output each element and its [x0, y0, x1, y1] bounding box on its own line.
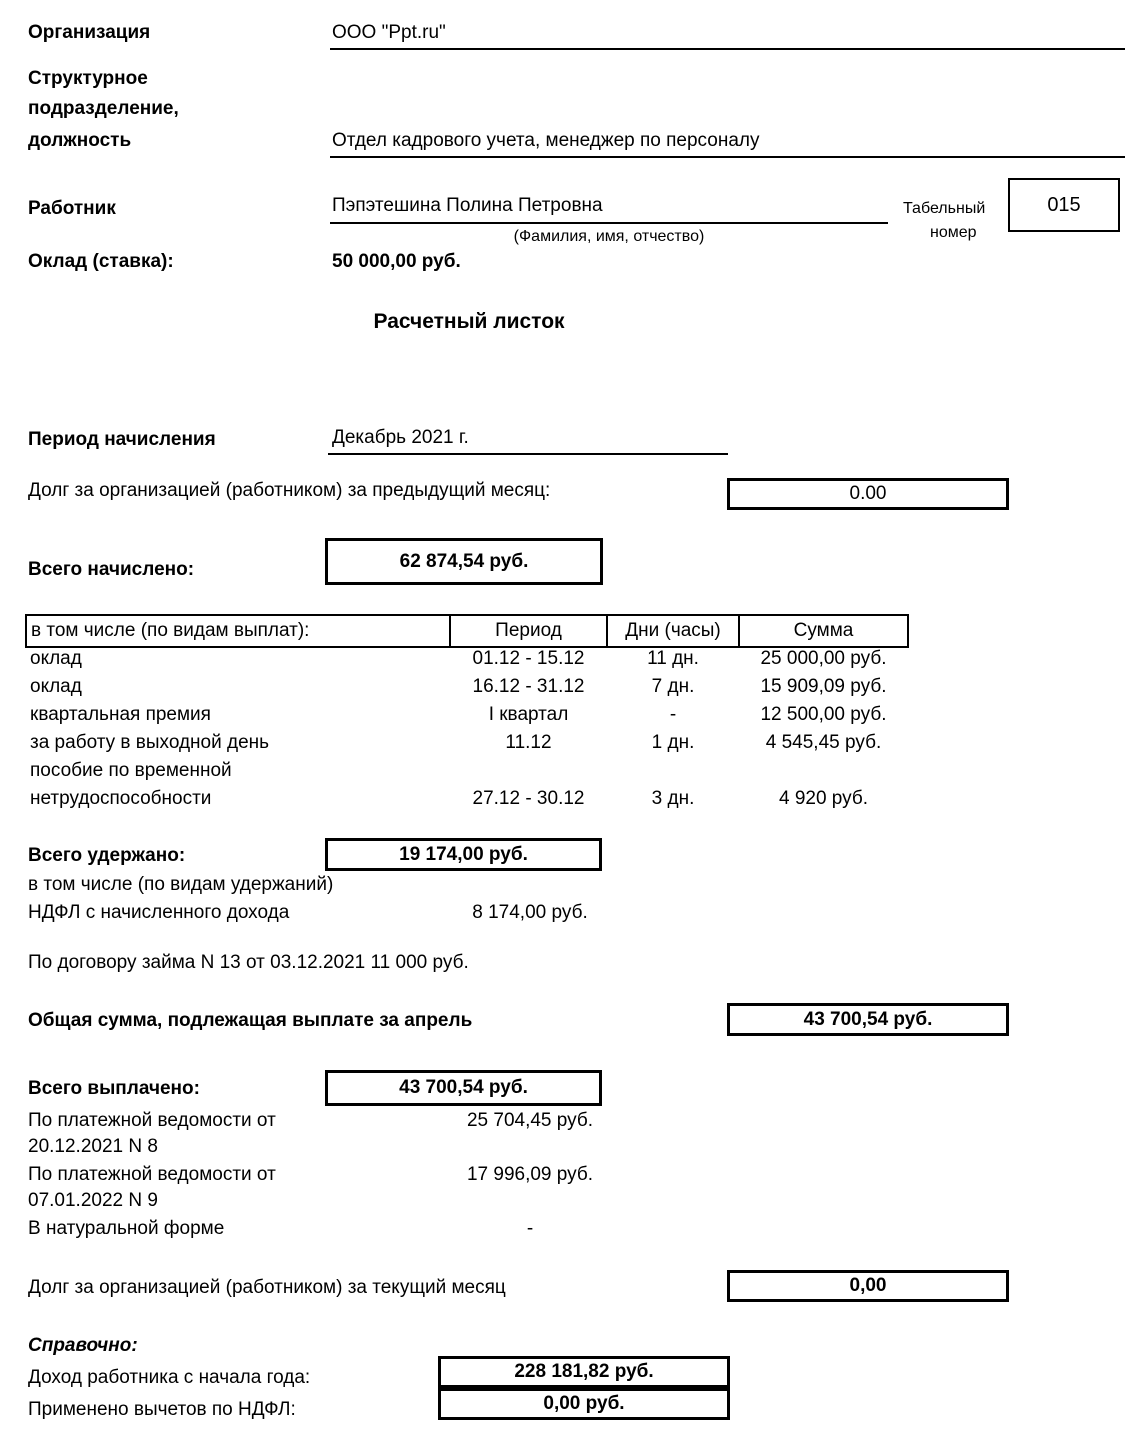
earnings-cell-days: 3 дн. — [651, 788, 695, 809]
previous-debt-value: 0.00 — [727, 478, 1009, 510]
department-label-line2: подразделение, — [28, 98, 179, 119]
salary-value: 50 000,00 руб. — [332, 251, 461, 272]
earnings-cell-days: - — [669, 704, 677, 725]
earnings-cell-name: оклад — [30, 676, 82, 697]
total-accrued-value: 62 874,54 руб. — [325, 538, 603, 585]
salary-label: Оклад (ставка): — [28, 251, 174, 272]
ytd-income-label: Доход работника с начала года: — [28, 1367, 311, 1388]
earnings-col-header-period: Период — [450, 615, 607, 647]
earnings-cell-name: за работу в выходной день — [30, 732, 270, 753]
tab-number-value: 015 — [1008, 178, 1120, 232]
earnings-cell-period — [450, 760, 607, 788]
payroll-statement-1-value: 25 704,45 руб. — [466, 1110, 594, 1131]
organization-underline — [330, 48, 1125, 50]
earnings-cell-days: 7 дн. — [651, 676, 695, 697]
ndfl-value: 8 174,00 руб. — [472, 902, 588, 923]
total-paid-value: 43 700,54 руб. — [325, 1070, 602, 1106]
table-row — [26, 788, 908, 816]
earnings-col-header-name: в том числе (по видам выплат): — [26, 615, 450, 647]
employee-underline — [330, 222, 888, 224]
earnings-cell-amount: 4 920 руб. — [778, 788, 869, 809]
loan-agreement-text: По договору займа N 13 от 03.12.2021 11 000 руб. — [28, 952, 469, 973]
earnings-cell-amount: 4 545,45 руб. — [765, 732, 882, 753]
period-underline — [328, 453, 728, 455]
total-withheld-value: 19 174,00 руб. — [325, 838, 602, 871]
employee-value: Пэпэтешина Полина Петровна — [332, 195, 603, 216]
employee-caption: (Фамилия, имя, отчество) — [513, 228, 705, 245]
earnings-cell-name: оклад — [30, 648, 82, 669]
in-kind-label: В натуральной форме — [28, 1218, 225, 1239]
earnings-col-header-days: Дни (часы) — [607, 615, 739, 647]
table-row — [26, 704, 908, 732]
period-label: Период начисления — [28, 429, 216, 450]
period-value: Декабрь 2021 г. — [332, 427, 469, 448]
department-label-line1: Структурное — [28, 68, 148, 89]
total-paid-label: Всего выплачено: — [28, 1078, 200, 1099]
payroll-statement-1-label-line2: 20.12.2021 N 8 — [28, 1136, 158, 1157]
payable-total-value: 43 700,54 руб. — [727, 1003, 1009, 1036]
payable-total-label: Общая сумма, подлежащая выплате за апрель — [28, 1010, 473, 1031]
earnings-cell-period: 27.12 - 30.12 — [472, 788, 585, 809]
payroll-statement-2-label-line2: 07.01.2022 N 9 — [28, 1190, 158, 1211]
in-kind-value: - — [526, 1218, 534, 1239]
earnings-cell-period: 01.12 - 15.12 — [472, 648, 585, 669]
earnings-cell-days — [607, 760, 739, 788]
earnings-cell-amount: 12 500,00 руб. — [760, 704, 887, 725]
employee-label: Работник — [28, 198, 116, 219]
ndfl-label: НДФЛ с начисленного дохода — [28, 902, 290, 923]
withheld-subtitle: в том числе (по видам удержаний) — [28, 874, 334, 895]
department-underline — [330, 156, 1125, 158]
earnings-cell-name: пособие по временной — [30, 760, 232, 781]
reference-heading: Справочно: — [28, 1335, 138, 1356]
earnings-cell-days: 11 дн. — [647, 648, 699, 669]
earnings-cell-days: 1 дн. — [651, 732, 695, 753]
payroll-statement-2-label-line1: По платежной ведомости от — [28, 1164, 276, 1185]
earnings-table — [25, 614, 909, 816]
table-row — [26, 760, 908, 788]
current-debt-label: Долг за организацией (работником) за текущий месяц — [28, 1277, 506, 1298]
previous-debt-label: Долг за организацией (работником) за предыдущий месяц: — [28, 480, 551, 501]
earnings-cell-period: 11.12 — [505, 732, 552, 753]
total-accrued-label: Всего начислено: — [28, 559, 195, 580]
department-value: Отдел кадрового учета, менеджер по персоналу — [332, 130, 760, 151]
earnings-cell-amount — [739, 760, 908, 788]
department-label-line3: должность — [28, 130, 132, 151]
table-row — [26, 647, 908, 676]
earnings-cell-period: I квартал — [488, 704, 569, 725]
organization-label: Организация — [28, 22, 151, 43]
current-debt-value: 0,00 — [727, 1270, 1009, 1302]
table-row — [26, 676, 908, 704]
ytd-income-value: 228 181,82 руб. — [438, 1356, 730, 1388]
ndfl-deductions-value: 0,00 руб. — [438, 1388, 730, 1420]
earnings-body — [26, 647, 908, 816]
earnings-cell-name: квартальная премия — [30, 704, 211, 725]
earnings-cell-amount: 15 909,09 руб. — [760, 676, 887, 697]
tab-number-label-line1: Табельный — [903, 200, 986, 217]
page-title: Расчетный листок — [373, 310, 565, 333]
total-withheld-label: Всего удержано: — [28, 845, 186, 866]
earnings-col-header-amount: Сумма — [739, 615, 908, 647]
earnings-header-row — [26, 615, 908, 647]
earnings-cell-name: нетрудоспособности — [30, 788, 212, 809]
tab-number-label-line2: номер — [930, 224, 977, 241]
table-row — [26, 732, 908, 760]
payroll-statement-2-value: 17 996,09 руб. — [466, 1164, 594, 1185]
earnings-cell-period: 16.12 - 31.12 — [472, 676, 585, 697]
ndfl-deductions-label: Применено вычетов по НДФЛ: — [28, 1399, 296, 1420]
payroll-statement-1-label-line1: По платежной ведомости от — [28, 1110, 276, 1131]
earnings-cell-amount: 25 000,00 руб. — [760, 648, 887, 669]
organization-value: ООО "Ppt.ru" — [332, 22, 446, 43]
